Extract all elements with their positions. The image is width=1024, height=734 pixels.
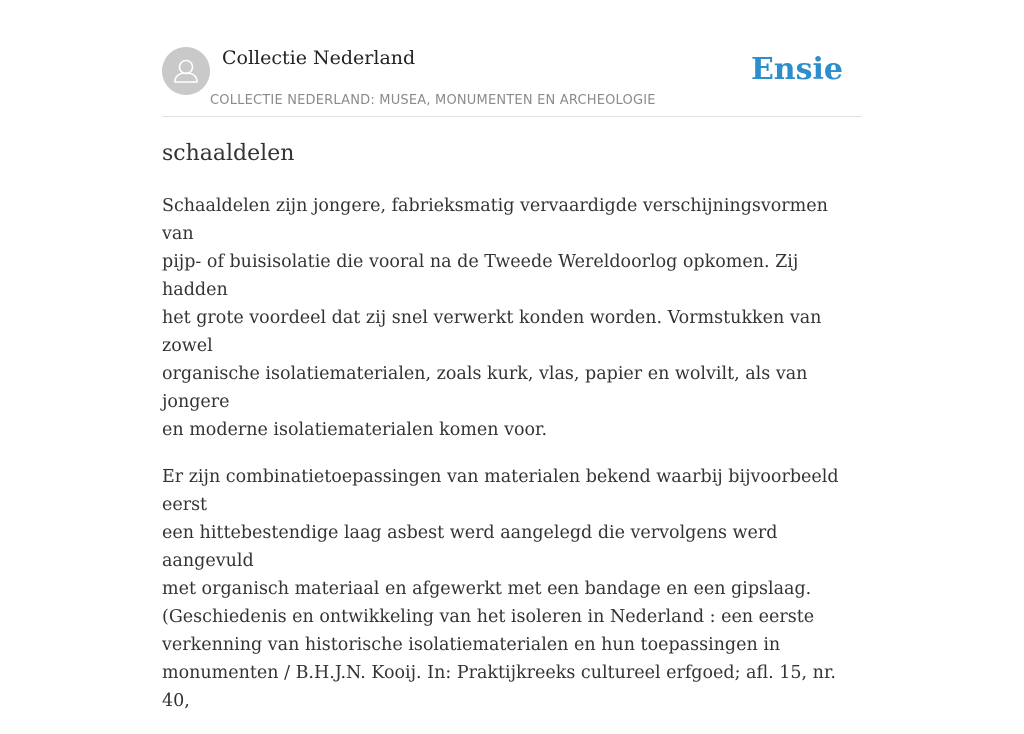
author-description: COLLECTIE NEDERLAND: MUSEA, MONUMENTEN EN ARCHEOLOGIE bbox=[210, 93, 656, 108]
author-header bbox=[162, 46, 862, 117]
article-body bbox=[162, 192, 862, 734]
ensie-logo-link[interactable]: Ensie bbox=[750, 52, 843, 87]
article-paragraph-2: Er zijn combinatietoepassingen van materialen bekend waarbij bijvoorbeeld eerst een hittebestendige laag asbest werd aangelegd die vervolgens werd aangevuld met organisch materiaal en afgewerkt met een bandage en een gipslaag. (Geschiedenis en ontwikkeling van het isoleren in Nederland : een eerste verkenning van historische isolatiematerialen en hun toepassingen in monumenten / B.H.J.N. Kooij. In: Praktijkreeks cultureel erfgoed; afl. 15, nr. 40, bbox=[162, 467, 839, 711]
avatar[interactable] bbox=[162, 47, 210, 95]
user-icon bbox=[162, 47, 210, 95]
article-paragraph-1: Schaaldelen zijn jongere, fabrieksmatig vervaardigde verschijningsvormen van pijp- of buisisolatie die vooral na de Tweede Wereldoorlog opkomen. Zij hadden het grote voordeel dat zij snel verwerkt konden worden. Vormstukken van zowel organische isolatiematerialen, zoals kurk, vlas, papier en wolvilt, als van jongere en moderne isolatiematerialen komen voor. bbox=[162, 196, 828, 440]
page-title: schaaldelen bbox=[162, 141, 295, 166]
author-name-link[interactable]: Collectie Nederland bbox=[222, 47, 416, 69]
